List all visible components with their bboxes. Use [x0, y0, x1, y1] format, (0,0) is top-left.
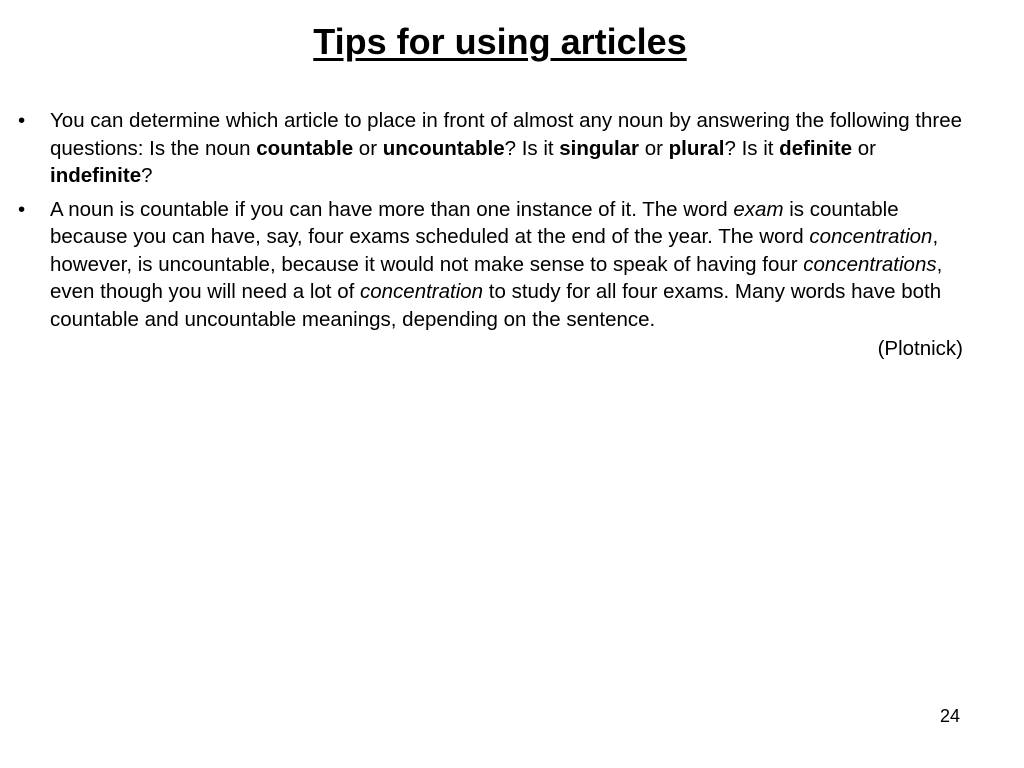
bullet-marker: •	[18, 109, 26, 132]
page-number: 24	[940, 706, 961, 726]
text-run: or	[852, 136, 877, 160]
text-run: or	[639, 136, 669, 160]
text-run: or	[353, 136, 383, 160]
italic-term-concentrations: concentrations	[803, 252, 937, 276]
bullet-marker: •	[18, 197, 26, 221]
bold-term-indefinite: indefinite	[50, 164, 142, 187]
text-run: , even though you will need a lot of	[50, 252, 943, 303]
text-run: is countable because you can have, say, four exams scheduled at the end of the year. The word	[50, 197, 899, 248]
text-run: , however, is uncountable, because it would not make sense to speak of having four	[50, 225, 939, 276]
bold-term-plural: plural	[668, 136, 725, 160]
text-run: A noun is countable if you can have more than one instance of it. The word	[50, 197, 734, 221]
bold-term-countable: countable	[256, 136, 354, 160]
italic-term-concentration: concentration	[360, 280, 484, 303]
bullet-item-countable-explanation	[18, 196, 963, 363]
bold-term-singular: singular	[559, 136, 640, 160]
attribution: (Plotnick)	[877, 337, 963, 360]
text-run: ?	[141, 164, 153, 187]
bullet-item-article-questions	[18, 107, 963, 190]
italic-term-concentration: concentration	[809, 225, 933, 248]
bold-term-definite: definite	[779, 136, 853, 160]
text-run: to study for all four exams. Many words have both countable and uncountable meanings, depending on the sentence.	[50, 280, 942, 331]
bullet-list	[18, 107, 963, 369]
text-run: You can determine which article to place in front of almost any noun by answering the following three questions: Is the noun	[50, 109, 963, 160]
text-run: ? Is it	[504, 136, 560, 160]
bold-term-uncountable: uncountable	[382, 136, 505, 160]
italic-term-exam: exam	[733, 197, 784, 221]
text-run: ? Is it	[724, 136, 780, 160]
slide-title: Tips for using articles	[313, 21, 687, 62]
